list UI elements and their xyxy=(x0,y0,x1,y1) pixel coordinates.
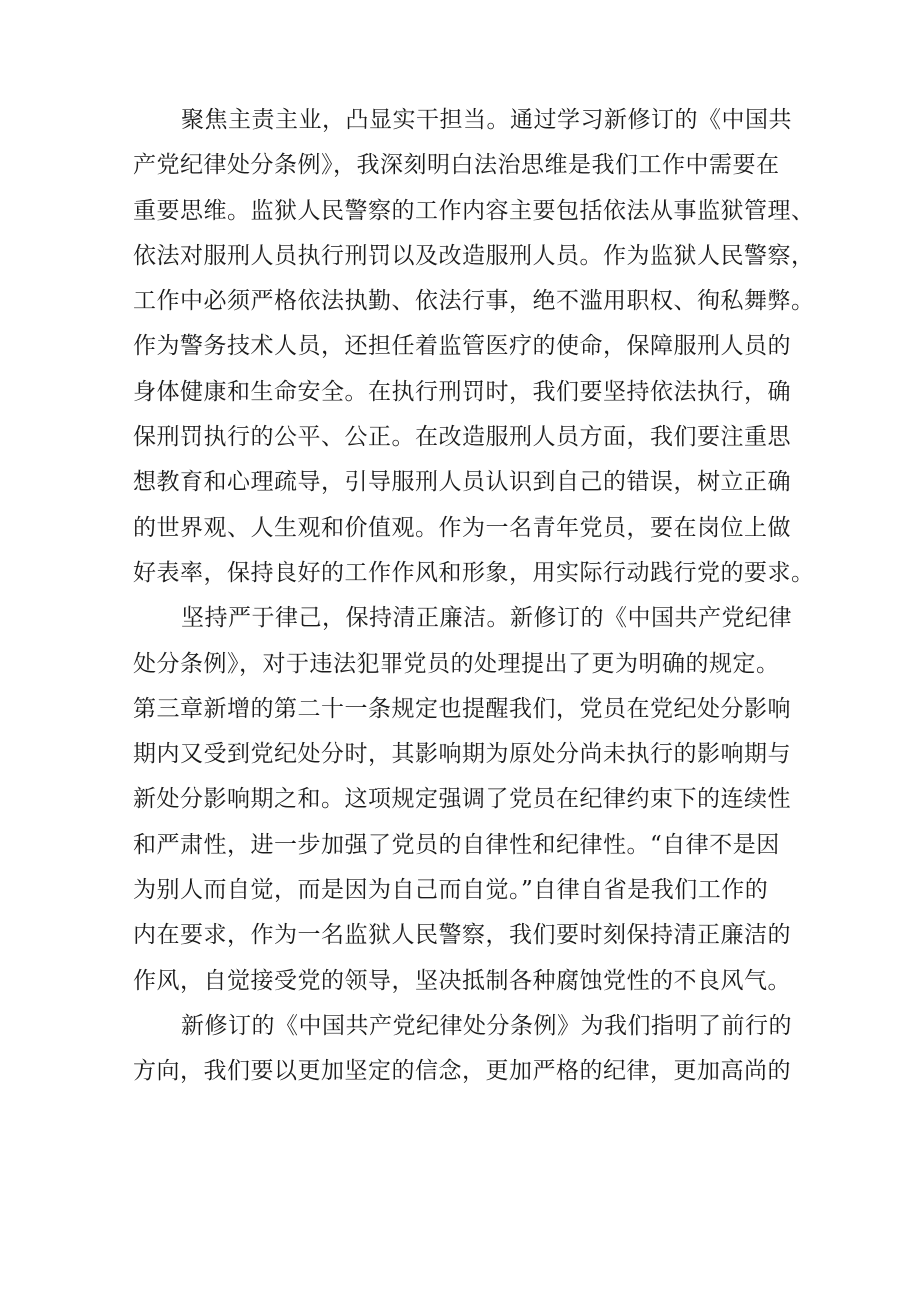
paragraph-2-line-2: 处分条例》，对于违法犯罪党员的处理提出了更为明确的规定。 xyxy=(133,650,780,677)
paragraph-3-line-1: 新修订的《中国共产党纪律处分条例》为我们指明了前行的 xyxy=(181,1012,792,1039)
paragraph-1-line-2: 产党纪律处分条例》，我深刻明白法治思维是我们工作中需要在 xyxy=(133,152,780,179)
paragraph-1-line-11: 好表率，保持良好的工作作风和形象，用实际行动践行党的要求。 xyxy=(133,559,815,586)
paragraph-2-line-7: 为别人而自觉，而是因为自己而自觉。”自律自省是我们工作的 xyxy=(133,877,769,904)
paragraph-2-line-6: 和严肃性，进一步加强了党员的自律性和纪律性。“自律不是因 xyxy=(133,831,780,858)
document-body xyxy=(133,98,815,1095)
paragraph-2-line-9: 作风，自觉接受党的领导，坚决抵制各种腐蚀党性的不良风气。 xyxy=(133,967,791,994)
paragraph-1-line-3: 重要思维。监狱人民警察的工作内容主要包括依法从事监狱管理、 xyxy=(133,197,815,224)
paragraph-1-line-9: 想教育和心理疏导，引导服刑人员认识到自己的错误，树立正确 xyxy=(133,469,791,496)
paragraph-1-line-10: 的世界观、人生观和价值观。作为一名青年党员，要在岗位上做 xyxy=(133,514,791,541)
paragraph-1-line-6: 作为警务技术人员，还担任着监管医疗的使命，保障服刑人员的 xyxy=(133,333,791,360)
paragraph-2-line-8: 内在要求，作为一名监狱人民警察，我们要时刻保持清正廉洁的 xyxy=(133,922,791,949)
paragraph-1-line-4: 依法对服刑人员执行刑罚以及改造服刑人员。作为监狱人民警察， xyxy=(133,242,815,269)
paragraph-2-line-1: 坚持严于律己，保持清正廉洁。新修订的《中国共产党纪律 xyxy=(181,605,792,632)
paragraph-3-line-2: 方向，我们要以更加坚定的信念，更加严格的纪律，更加高尚的 xyxy=(133,1058,791,1085)
paragraph-2-line-5: 新处分影响期之和。这项规定强调了党员在纪律约束下的连续性 xyxy=(133,786,791,813)
paragraph-1-line-1: 聚焦主责主业，凸显实干担当。通过学习新修订的《中国共 xyxy=(181,107,792,133)
paragraph-2-line-4: 期内又受到党纪处分时，其影响期为原处分尚未执行的影响期与 xyxy=(133,741,791,768)
paragraph-1-line-8: 保刑罚执行的公平、公正。在改造服刑人员方面，我们要注重思 xyxy=(133,424,791,451)
paragraph-1-line-7: 身体健康和生命安全。在执行刑罚时，我们要坚持依法执行，确 xyxy=(133,378,791,405)
paragraph-1-line-5: 工作中必须严格依法执勤、依法行事，绝不滥用职权、徇私舞弊。 xyxy=(133,288,815,315)
paragraph-2-line-3: 第三章新增的第二十一条规定也提醒我们，党员在党纪处分影响 xyxy=(133,695,791,722)
